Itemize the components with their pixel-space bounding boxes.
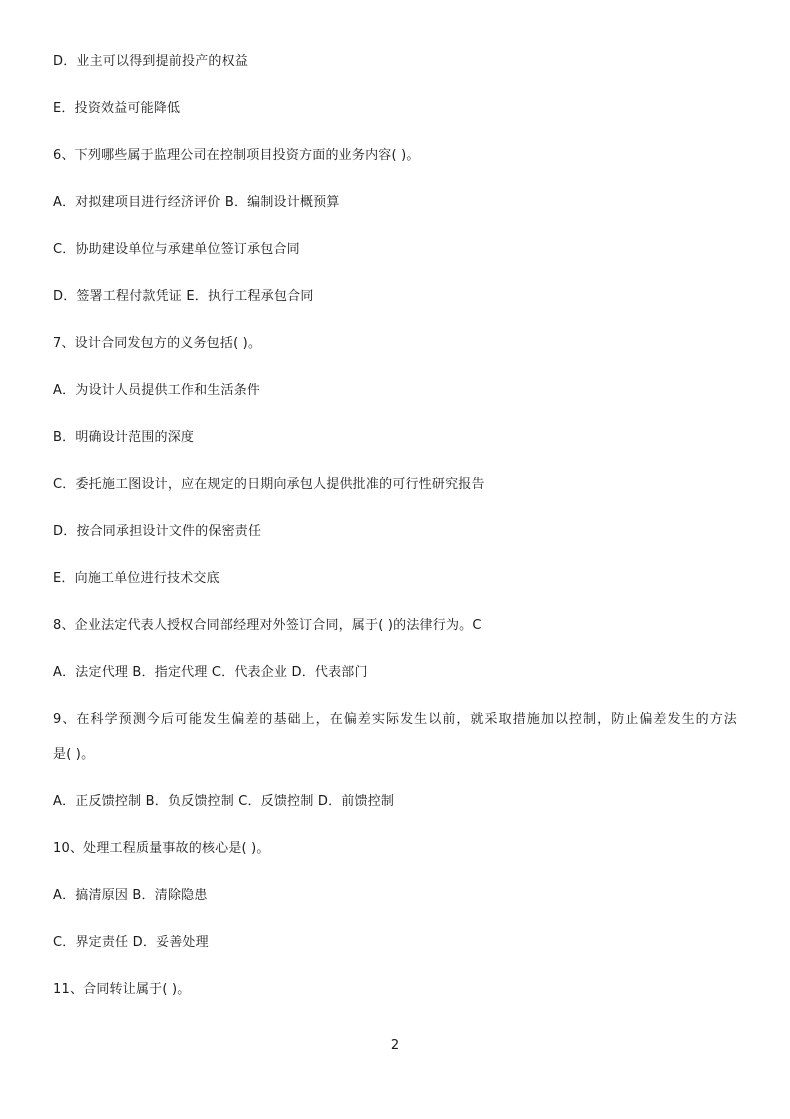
options-q8: A．法定代理 B．指定代理 C．代表企业 D．代表部门 bbox=[53, 665, 368, 680]
option-c-q7: C．委托施工图设计，应在规定的日期向承包人提供批准的可行性研究报告 bbox=[53, 477, 485, 492]
question-7: 7、设计合同发包方的义务包括( )。 bbox=[53, 336, 262, 351]
option-e-q5: E．投资效益可能降低 bbox=[53, 101, 181, 116]
options-ab-q6: A．对拟建项目进行经济评价 B．编制设计概预算 bbox=[53, 195, 340, 210]
option-d-q5: D．业主可以得到提前投产的权益 bbox=[53, 54, 249, 69]
option-d-q7: D．按合同承担设计文件的保密责任 bbox=[53, 524, 262, 539]
option-b-q7: B．明确设计范围的深度 bbox=[53, 430, 195, 445]
question-6: 6、下列哪些属于监理公司在控制项目投资方面的业务内容( )。 bbox=[53, 148, 420, 163]
question-8: 8、企业法定代表人授权合同部经理对外签订合同，属于( )的法律行为。C bbox=[53, 618, 482, 633]
question-9-line-1: 9、在科学预测今后可能发生偏差的基础上，在偏差实际发生以前，就采取措施加以控制，防止偏差发生的方法 bbox=[53, 712, 737, 727]
option-c-q6: C．协助建设单位与承建单位签订承包合同 bbox=[53, 242, 300, 257]
question-10: 10、处理工程质量事故的核心是( )。 bbox=[53, 841, 270, 856]
options-de-q6: D．签署工程付款凭证 E．执行工程承包合同 bbox=[53, 289, 314, 304]
option-e-q7: E．向施工单位进行技术交底 bbox=[53, 571, 220, 586]
options-cd-q10: C．界定责任 D．妥善处理 bbox=[53, 935, 209, 950]
question-11: 11、合同转让属于( )。 bbox=[53, 982, 191, 997]
page-number: 2 bbox=[390, 1038, 400, 1053]
options-q9: A．正反馈控制 B．负反馈控制 C．反馈控制 D．前馈控制 bbox=[53, 794, 395, 809]
options-ab-q10: A．搞清原因 B．清除隐患 bbox=[53, 888, 208, 903]
question-9-line-2: 是( )。 bbox=[53, 747, 95, 762]
option-a-q7: A．为设计人员提供工作和生活条件 bbox=[53, 383, 261, 398]
